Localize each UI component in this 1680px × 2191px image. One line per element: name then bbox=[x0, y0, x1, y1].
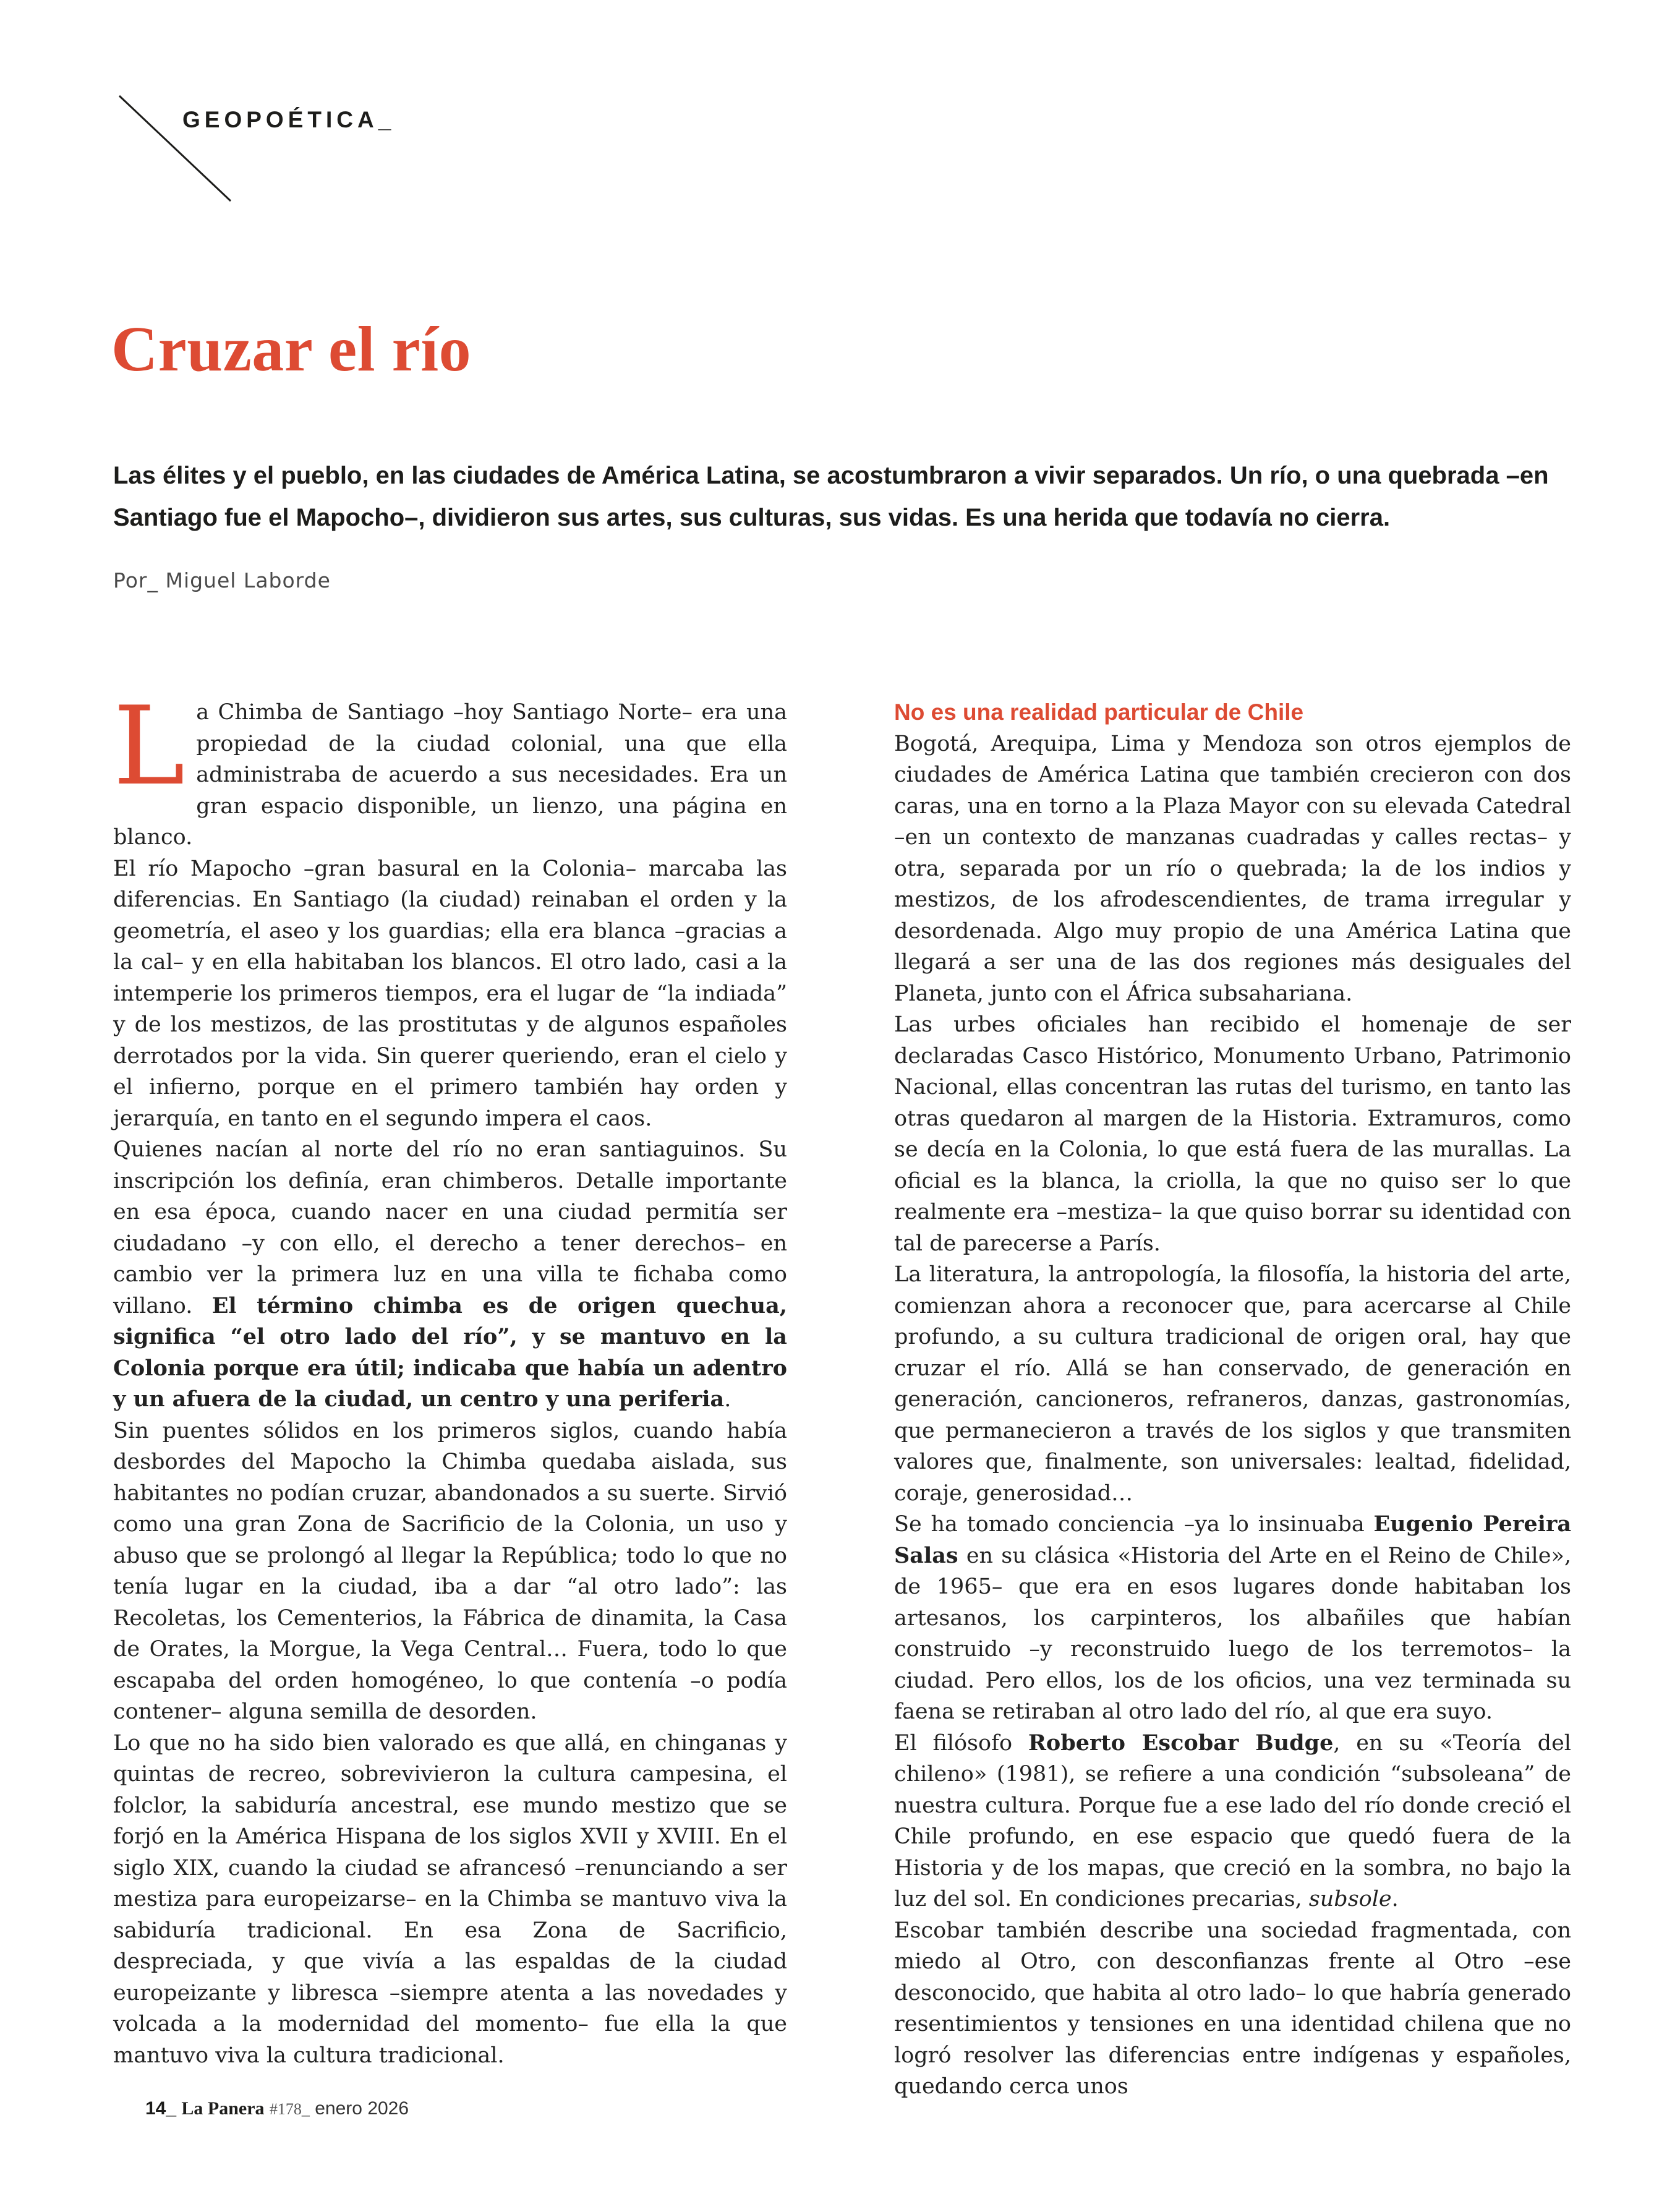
page-number: 14_ bbox=[145, 2098, 177, 2119]
paragraph: La Chimba de Santiago –hoy Santiago Norte– era una propiedad de la ciudad colonial, una que ella administraba de acuerdo a sus necesidades. Era un gran espacio disponible, un lienzo, una página en blanco. bbox=[113, 684, 787, 850]
byline: Por_ Miguel Laborde bbox=[113, 568, 331, 592]
paragraph: El filósofo Roberto Escobar Budge, en su «Teoría del chileno» (1981), se refiere a una condición “subsoleana” de nuestra cultura. Porque fue a ese lado del río donde creció el Chile profundo, en ese espacio que quedó fuera de la Historia y de los mapas, que creció en la sombra, no bajo la luz del sol. En condiciones precarias, subsole. bbox=[894, 1730, 1571, 1911]
person-name: Eugenio Pereira Salas bbox=[894, 1511, 1571, 1568]
paragraph: Escobar también describe una sociedad fragmentada, con miedo al Otro, con desconfianzas frente al Otro –ese desconocido, que habita al otro lado– lo que habría generado resentimientos y tensiones en una identidad chilena que no logró resolver las diferencias entre indígenas y españoles, quedando cerca unos bbox=[894, 1918, 1571, 2099]
paragraph: Bogotá, Arequipa, Lima y Mendoza son otros ejemplos de ciudades de América Latina que también crecieron con dos caras, una en torno a la Plaza Mayor con su elevada Catedral –en un contexto de manzanas cuadradas y calles rectas– y otra, separada por un río o quebrada; la de los indios y mestizos, de los afrodescendientes, de trama irregular y desordenada. Algo muy propio de una América Latina que llegará a ser una de las dos regiones más desiguales del Planeta, junto con el África subsahariana. bbox=[894, 731, 1571, 1006]
issue-number: #178_ bbox=[269, 2100, 310, 2118]
paragraph: El río Mapocho –gran basural en la Colonia– marcaba las diferencias. En Santiago (la ciudad) reinaban el orden y la geometría, el aseo y los guardias; ella era blanca –gracias a la cal– y en ella habitaban los blancos. El otro lado, casi a la intemperie los primeros tiempos, era el lugar de “la indiada” y de los mestizos, de las prostitutas y de algunos españoles derrotados por la vida. Sin querer queriendo, eran el cielo y el infierno, porque en el primero también hay orden y jerarquía, en tanto en el segundo impera el caos. bbox=[113, 856, 787, 1131]
drop-cap: L bbox=[113, 684, 185, 809]
article-title: Cruzar el río bbox=[111, 314, 472, 385]
paragraph: Se ha tomado conciencia –ya lo insinuaba Eugenio Pereira Salas en su clásica «Historia del Arte en el Reino de Chile», de 1965– que era en esos lugares donde habitaban los artesanos, los carpinteros, los albañiles que habían construido –y reconstruido luego de los terremotos– la ciudad. Pero ellos, los de los oficios, una vez terminada su faena se retiraban al otro lado del río, al que era suyo. bbox=[894, 1511, 1571, 1724]
paragraph: Las urbes oficiales han recibido el homenaje de ser declaradas Casco Histórico, Monumento Urbano, Patrimonio Nacional, ellas concentran las rutas del turismo, en tanto las otras quedaron al margen de la Historia. Extramuros, como se decía en la Colonia, lo que está fuera de las murallas. La oficial es la blanca, la criolla, la que no quiso ser lo que realmente era –mestiza– la que quiso borrar su identidad con tal de parecerse a París. bbox=[894, 1012, 1571, 1256]
article-lead: Las élites y el pueblo, en las ciudades de América Latina, se acostumbraron a vivir separados. Un río, o una quebrada –en Santiago fue el Mapocho–, dividieron sus artes, sus culturas, sus vidas. Es una herida que todavía no cierra. bbox=[113, 462, 1549, 531]
paragraph: Quienes nacían al norte del río no eran santiaguinos. Su inscripción los definía, eran chimberos. Detalle importante en esa época, cuando nacer en una ciudad permitía ser ciudadano –y con ello, el derecho a tener derechos– en cambio ver la primera luz en una villa te fichaba como villano. El término chimba es de origen quechua, significa “el otro lado del río”, y se mantuvo en la Colonia porque era útil; indicaba que había un adentro y un afuera de la ciudad, un centro y una periferia. bbox=[113, 1137, 787, 1412]
paragraph: Sin puentes sólidos en los primeros siglos, cuando había desbordes del Mapocho la Chimba quedaba aislada, sus habitantes no podían cruzar, abandonados a su suerte. Sirvió como una gran Zona de Sacrificio de la Colonia, un uso y abuso que se prolongó al llegar la República; todo lo que no tenía lugar en la ciudad, iba a dar “al otro lado”: las Recoletas, los Cementerios, la Fábrica de dinamita, la Casa de Orates, la Morgue, la Vega Central… Fuera, todo lo que escapaba del orden homogéneo, lo que contenía –o podía contener– alguna semilla de desorden. bbox=[113, 1418, 787, 1724]
italic-term: subsole bbox=[1308, 1887, 1392, 1911]
person-name: Roberto Escobar Budge bbox=[1028, 1730, 1334, 1756]
paragraph: Lo que no ha sido bien valorado es que allá, en chinganas y quintas de recreo, sobrevivieron la cultura campesina, el folclor, la sabiduría ancestral, ese mundo mestizo que se forjó en la América Hispana de los siglos XVII y XVIII. En el siglo XIX, cuando la ciudad se afrancesó –renunciando a ser mestiza para europeizarse– en la Chimba se mantuvo viva la sabiduría tradicional. En esa Zona de Sacrificio, despreciada, y que vivía a las espaldas de la ciudad europeizante y libresca –siempre atenta a las novedades y volcada a la modernidad del momento– fue ella la que mantuvo viva la cultura tradicional. bbox=[113, 1730, 787, 2068]
bold-emphasis: El término chimba es de origen quechua, significa “el otro lado del río”, y se mantuvo en la Colonia porque era útil; indicaba que había un adentro y un afuera de la ciudad, un centro y una periferia bbox=[113, 1292, 787, 1412]
right-column bbox=[894, 697, 1571, 2103]
subheading: No es una realidad particular de Chile bbox=[894, 699, 1304, 725]
left-column bbox=[113, 684, 787, 2071]
page-footer bbox=[145, 2098, 409, 2119]
magazine-name: La Panera bbox=[181, 2098, 265, 2119]
section-label: GEOPOÉTICA_ bbox=[182, 107, 396, 132]
paragraph: La literatura, la antropología, la filosofía, la historia del arte, comienzan ahora a reconocer que, para acercarse al Chile profundo, a su cultura tradicional de origen oral, hay que cruzar el río. Allá se han conservado, de generación en generación, cancioneros, refraneros, danzas, gastronomías, que permanecieron a través de los siglos y que transmiten valores que, finalmente, son universales: lealtad, fidelidad, coraje, generosidad… bbox=[894, 1262, 1571, 1506]
issue-date: enero 2026 bbox=[315, 2098, 409, 2119]
